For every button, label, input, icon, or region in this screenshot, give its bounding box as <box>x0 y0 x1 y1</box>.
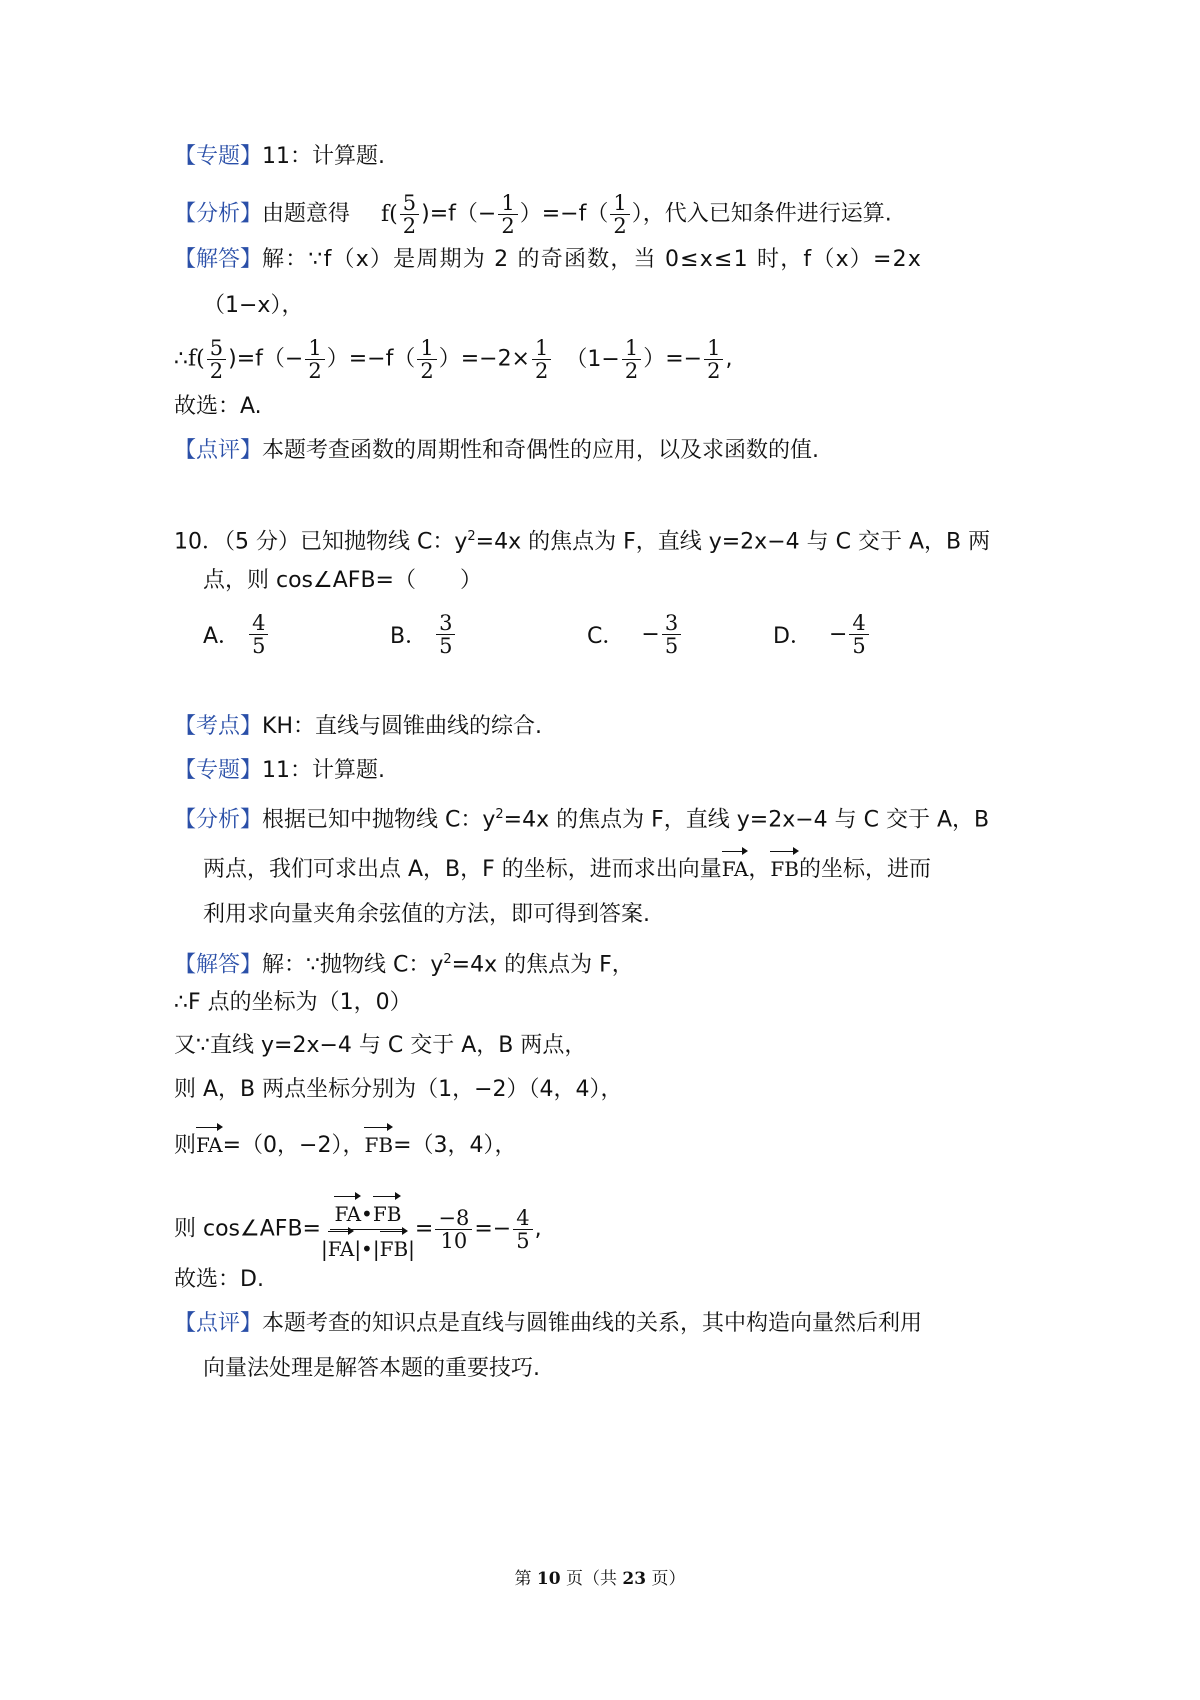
kaodian-text: KH：直线与圆锥曲线的综合. <box>262 714 542 739</box>
fraction: $\frac{1}{2}$ <box>417 337 436 382</box>
fraction: $\frac{4}{5}$ <box>849 612 868 657</box>
option-label: D． <box>773 624 812 649</box>
equals: = <box>414 1216 434 1242</box>
cos-denominator <box>321 1230 415 1264</box>
abs-bar: | <box>320 1237 328 1261</box>
text-segment: ， <box>748 857 771 882</box>
dianping-cont-2 <box>203 1354 540 1384</box>
dianping-text: 本题考查函数的周期性和奇偶性的应用，以及求函数的值. <box>262 438 820 463</box>
jieda-text: 解：∵f（x）是周期为 2 的奇函数，当 0≤x≤1 时，f（x）=2x <box>262 247 923 272</box>
text-segment: =（3，4）， <box>393 1133 517 1158</box>
superscript: 2 <box>495 807 504 822</box>
option-d[interactable] <box>773 612 871 657</box>
page-total: 23 <box>622 1569 647 1589</box>
jieda-tag: 【解答】 <box>174 247 263 272</box>
func-f: f( <box>381 201 398 227</box>
vector-fb: FB <box>770 850 799 884</box>
fraction: $\frac{1}{2}$ <box>305 337 324 382</box>
text-segment: ），代入已知条件进行运算. <box>631 201 892 227</box>
option-b[interactable] <box>390 612 457 657</box>
text-segment: ）= <box>326 346 368 372</box>
func-f: f( <box>188 346 205 372</box>
fraction: $\frac{3}{5}$ <box>436 612 455 657</box>
jieda-line-1 <box>174 245 922 275</box>
question-text-cont: 点，则 cos∠AFB=（ ） <box>203 568 482 593</box>
text-segment: 则 <box>174 1133 197 1158</box>
vector-fb: FB <box>364 1126 393 1160</box>
answer-text: 故选：A. <box>174 394 262 419</box>
therefore-symbol: ∴ <box>174 346 188 372</box>
line-ze-2 <box>174 1126 517 1161</box>
text-segment: )=f（ <box>228 346 285 372</box>
fraction: $\frac{1}{2}$ <box>498 192 517 237</box>
zhuanti-tag: 【专题】 <box>174 144 263 169</box>
footer-text: 页（共 <box>566 1569 617 1589</box>
fraction: $\frac{3}{5}$ <box>662 612 681 657</box>
fenxi-tag: 【分析】 <box>174 807 263 833</box>
jieda-tag: 【解答】 <box>174 952 263 978</box>
vector-fa: FA <box>328 1230 355 1264</box>
line-you <box>174 1031 586 1061</box>
vector-fb: FB <box>373 1195 402 1229</box>
superscript: 2 <box>443 952 452 967</box>
fraction: $\frac{1}{2}$ <box>610 192 629 237</box>
fenxi-text: 由题意得 <box>262 201 351 227</box>
dianping-line-1 <box>174 436 819 466</box>
vector-fa: FA <box>196 1126 223 1160</box>
text-segment: f（ <box>385 346 416 372</box>
guxuan-1 <box>174 392 262 422</box>
fraction: $\frac{1}{2}$ <box>622 337 641 382</box>
zhuanti-tag: 【专题】 <box>174 758 263 783</box>
jieda-text-2: =4x 的焦点为 F， <box>451 952 634 978</box>
fenxi-text: 根据已知中抛物线 C：y <box>262 807 496 833</box>
vector-fb: FB <box>380 1230 409 1264</box>
fenxi-line-1 <box>174 192 892 237</box>
text-segment: ）= <box>438 346 480 372</box>
fenxi-text-2: =4x 的焦点为 F，直线 y=2x−4 与 C 交于 A，B <box>503 807 990 833</box>
jieda-cont <box>203 291 303 321</box>
minus-sign: − <box>641 622 660 647</box>
comma: , <box>534 1216 542 1242</box>
minus-sign: − <box>284 346 304 372</box>
cos-fraction <box>321 1195 415 1264</box>
jieda-cont-text: （1−x）， <box>203 293 304 318</box>
text-segment: ∴F 点的坐标为（1，0） <box>174 990 412 1015</box>
abs-bar: |•| <box>354 1237 380 1261</box>
text-segment: 利用求向量夹角余弦值的方法，即可得到答案. <box>203 902 650 927</box>
text-segment: 则 cos∠AFB= <box>174 1216 321 1242</box>
guxuan-2 <box>174 1265 264 1295</box>
fraction: $\frac{1}{2}$ <box>704 337 723 382</box>
footer-text: 第 <box>514 1569 532 1589</box>
fraction: $\frac{4}{5}$ <box>513 1207 532 1252</box>
answer-text: 故选：D. <box>174 1267 264 1292</box>
text-segment: 2× <box>497 346 530 372</box>
fraction: $\frac{1}{2}$ <box>532 337 551 382</box>
fraction: $\frac{5}{2}$ <box>207 337 226 382</box>
minus-sign: − <box>683 346 703 372</box>
zhuanti-line-1 <box>174 142 385 172</box>
footer-text: 页） <box>651 1569 686 1589</box>
option-label: B． <box>390 624 428 649</box>
question-text-2: =4x 的焦点为 F，直线 y=2x−4 与 C 交于 A，B 两 <box>475 529 991 555</box>
minus-sign: − <box>367 346 386 372</box>
kaodian-tag: 【考点】 <box>174 714 263 739</box>
cos-numerator <box>330 1195 405 1230</box>
dianping-line-2 <box>174 1309 922 1339</box>
superscript: 2 <box>467 529 476 544</box>
text-segment: 两点，我们可求出点 A，B，F 的坐标，进而求出向量 <box>203 857 722 882</box>
fraction: $\frac{5}{2}$ <box>400 192 419 237</box>
jieda-line-2 <box>174 945 634 980</box>
dianping-cont-text: 向量法处理是解答本题的重要技巧. <box>203 1356 540 1381</box>
equals-minus: =− <box>474 1216 512 1242</box>
question-text: 10．（5 分）已知抛物线 C：y <box>174 529 468 555</box>
abs-bar: | <box>408 1237 415 1261</box>
jieda-text: 解：∵抛物线 C：y <box>262 952 444 978</box>
text-segment: f（ <box>578 201 609 227</box>
zhuanti-text: 11：计算题. <box>262 758 386 783</box>
text-segment: 又∵直线 y=2x−4 与 C 交于 A，B 两点， <box>174 1033 587 1058</box>
line-f-point <box>174 988 412 1018</box>
option-c[interactable] <box>587 612 683 657</box>
minus-sign: − <box>479 346 498 372</box>
text-segment: 的坐标，进而 <box>798 857 931 882</box>
option-a[interactable] <box>203 612 270 657</box>
minus-sign: − <box>560 201 579 227</box>
fenxi-tag: 【分析】 <box>174 201 263 227</box>
fenxi-cont-1 <box>203 850 931 885</box>
dianping-tag: 【点评】 <box>174 1311 263 1336</box>
text-segment: , <box>725 346 733 372</box>
minus-sign: − <box>477 201 497 227</box>
dianping-text: 本题考查的知识点是直线与圆锥曲线的关系，其中构造向量然后利用 <box>262 1311 923 1336</box>
text-segment: ）= <box>643 346 684 372</box>
text-segment: （1− <box>565 346 620 372</box>
fraction: $\frac{-8}{10}$ <box>435 1207 472 1252</box>
line-ze-1 <box>174 1075 623 1105</box>
vector-fa: FA <box>722 850 749 884</box>
dot: • <box>361 1202 373 1226</box>
fenxi-line-2 <box>174 800 989 835</box>
page-number: 10 <box>536 1569 561 1589</box>
minus-sign: − <box>828 622 848 647</box>
fenxi-cont-2 <box>203 900 650 930</box>
line-cos <box>174 1195 542 1264</box>
text-segment: 则 A，B 两点坐标分别为（1，−2）（4，4）， <box>174 1077 623 1102</box>
zhuanti-text: 11：计算题. <box>262 144 386 169</box>
zhuanti-line-2 <box>174 756 385 786</box>
kaodian-line <box>174 712 542 742</box>
vector-fa: FA <box>334 1195 361 1229</box>
fraction: $\frac{4}{5}$ <box>249 612 268 657</box>
page-footer <box>0 1564 1200 1589</box>
option-label: C． <box>587 624 625 649</box>
text-segment: ）= <box>519 201 561 227</box>
question-10-stem <box>174 522 990 557</box>
question-10-cont <box>203 566 482 596</box>
therefore-line <box>174 337 732 382</box>
option-label: A． <box>203 624 241 649</box>
text-segment: =（0，−2）， <box>222 1133 365 1158</box>
dianping-tag: 【点评】 <box>174 438 263 463</box>
text-segment: )=f（ <box>421 201 478 227</box>
